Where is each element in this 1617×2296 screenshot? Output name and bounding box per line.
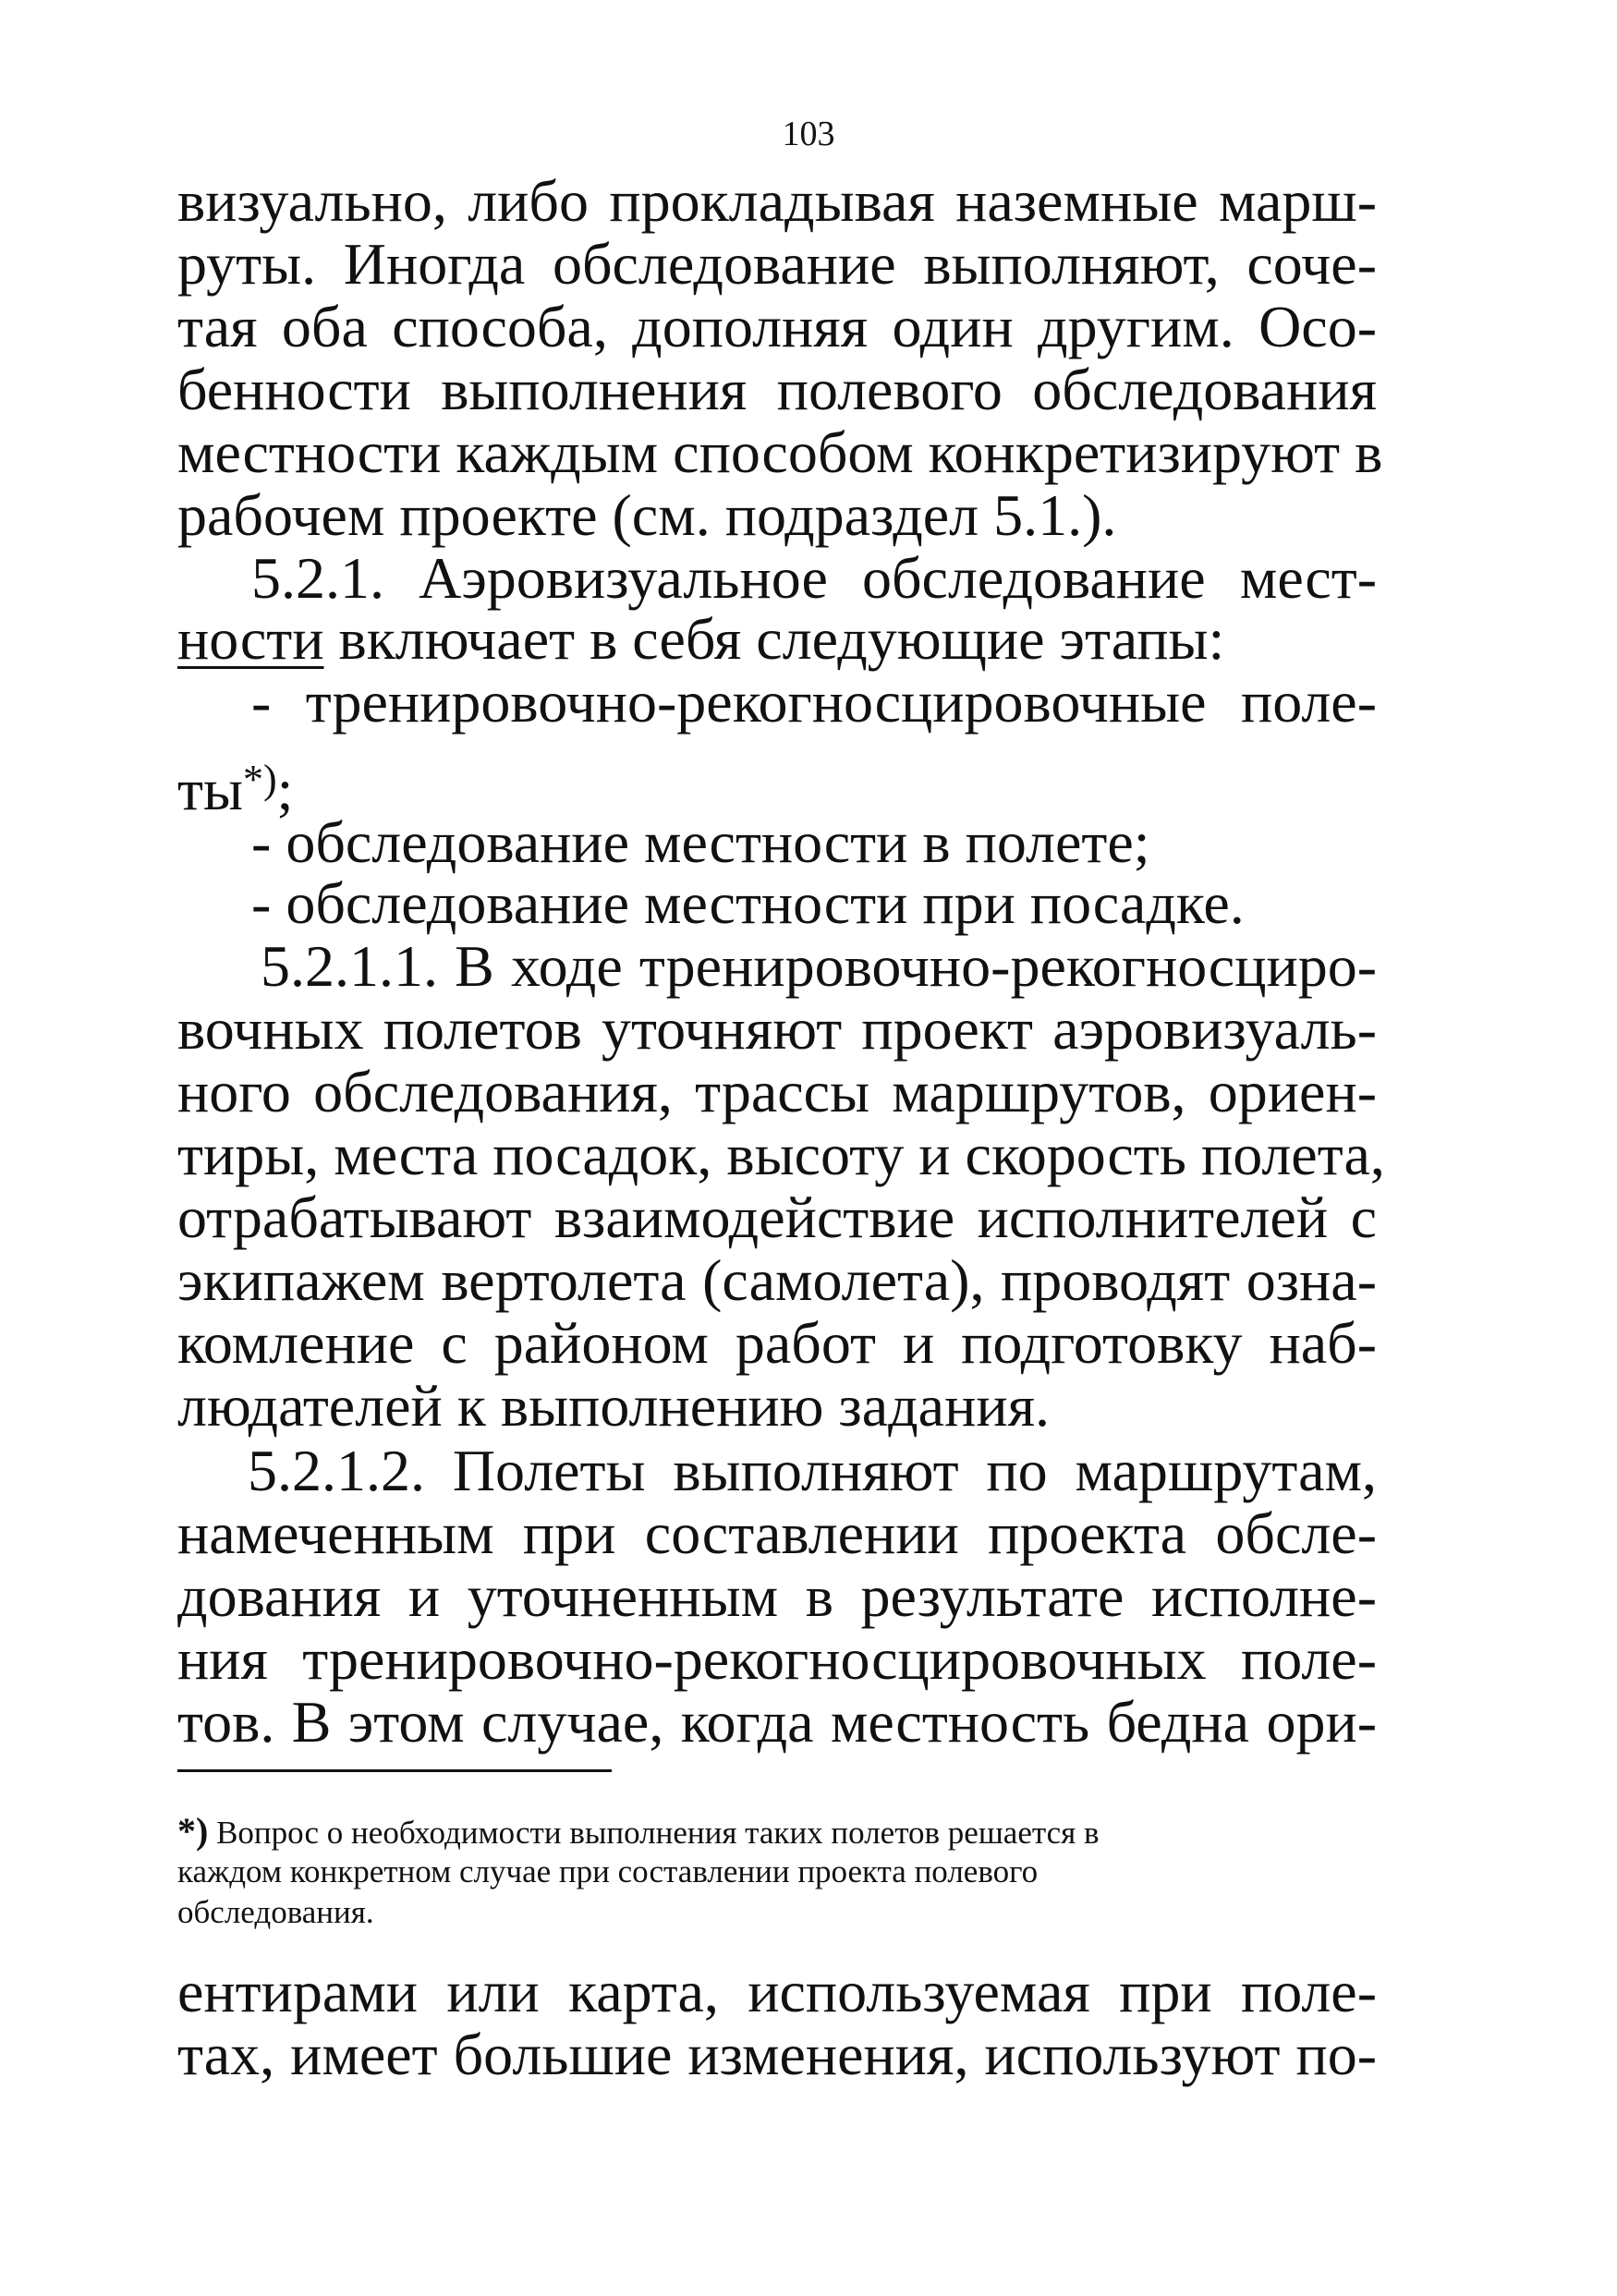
body-line: бенности выполнения полевого обследования: [177, 357, 1377, 422]
body-line: людателей к выполнению задания.: [177, 1373, 1050, 1439]
body-line: тиры, места посадок, высоту и скорость полета,: [177, 1122, 1385, 1187]
body-line: дования и уточненным в результате исполне-: [177, 1563, 1377, 1629]
underlined-word: ности: [177, 606, 324, 672]
heading-continuation: включает в себя следующие этапы:: [323, 606, 1225, 672]
body-line: ентирами или карта, используемая при поле-: [177, 1959, 1377, 2024]
body-line: тая оба способа, дополняя один другим. Осо-: [177, 294, 1377, 359]
list-item: - обследование местности в полете;: [251, 809, 1150, 875]
footnote-line: [177, 1811, 1377, 1852]
footnote-mark: *): [177, 1810, 209, 1852]
body-line: 5.2.1.1. В ходе тренировочно-рекогносциро-: [261, 933, 1377, 999]
body-line: 5.2.1.2. Полеты выполняют по маршрутам,: [248, 1438, 1377, 1503]
list-item-punctuation: ;: [276, 757, 294, 822]
body-line: комление с районом работ и подготовку наб-: [177, 1310, 1377, 1376]
footnote-reference: *): [242, 757, 277, 802]
list-item-text: ты: [177, 757, 243, 822]
body-line: ния тренировочно-рекогносцировочных поле-: [177, 1626, 1377, 1692]
body-line: тов. В этом случае, когда местность бедна ори-: [177, 1689, 1377, 1755]
body-line: экипажем вертолета (самолета), проводят озна-: [177, 1247, 1377, 1313]
section-heading-line: 5.2.1. Аэровизуальное обследование мест-: [251, 545, 1377, 611]
body-line: отрабатывают взаимодействие исполнителей с: [177, 1184, 1377, 1250]
page-number: 103: [782, 115, 835, 153]
section-heading-line: [177, 606, 1377, 673]
body-line: вочных полетов уточняют проект аэровизуаль-: [177, 996, 1377, 1062]
footnote-line: каждом конкретном случае при составлении проекта полевого: [177, 1853, 1039, 1889]
body-line: ного обследования, трассы маршрутов, ориен-: [177, 1059, 1377, 1124]
footnote-text: Вопрос о необходимости выполнения таких полетов решается в: [208, 1815, 1100, 1851]
body-line: визуально, либо прокладывая наземные марш-: [177, 168, 1377, 234]
body-line: тах, имеет большие изменения, используют по-: [177, 2022, 1377, 2087]
footnote-line: обследования.: [177, 1894, 374, 1930]
list-item: - обследование местности при посадке.: [251, 870, 1245, 936]
list-item: - тренировочно-рекогносцировочные поле-: [251, 669, 1377, 735]
list-item: [177, 747, 1377, 822]
body-line: рабочем проекте (см. подраздел 5.1.).: [177, 482, 1117, 548]
footnote-rule: [177, 1769, 612, 1772]
body-line: руты. Иногда обследование выполняют, соче-: [177, 231, 1377, 297]
body-line: местности каждым способом конкретизируют в: [177, 419, 1383, 485]
body-line: намеченным при составлении проекта обсле-: [177, 1500, 1377, 1566]
